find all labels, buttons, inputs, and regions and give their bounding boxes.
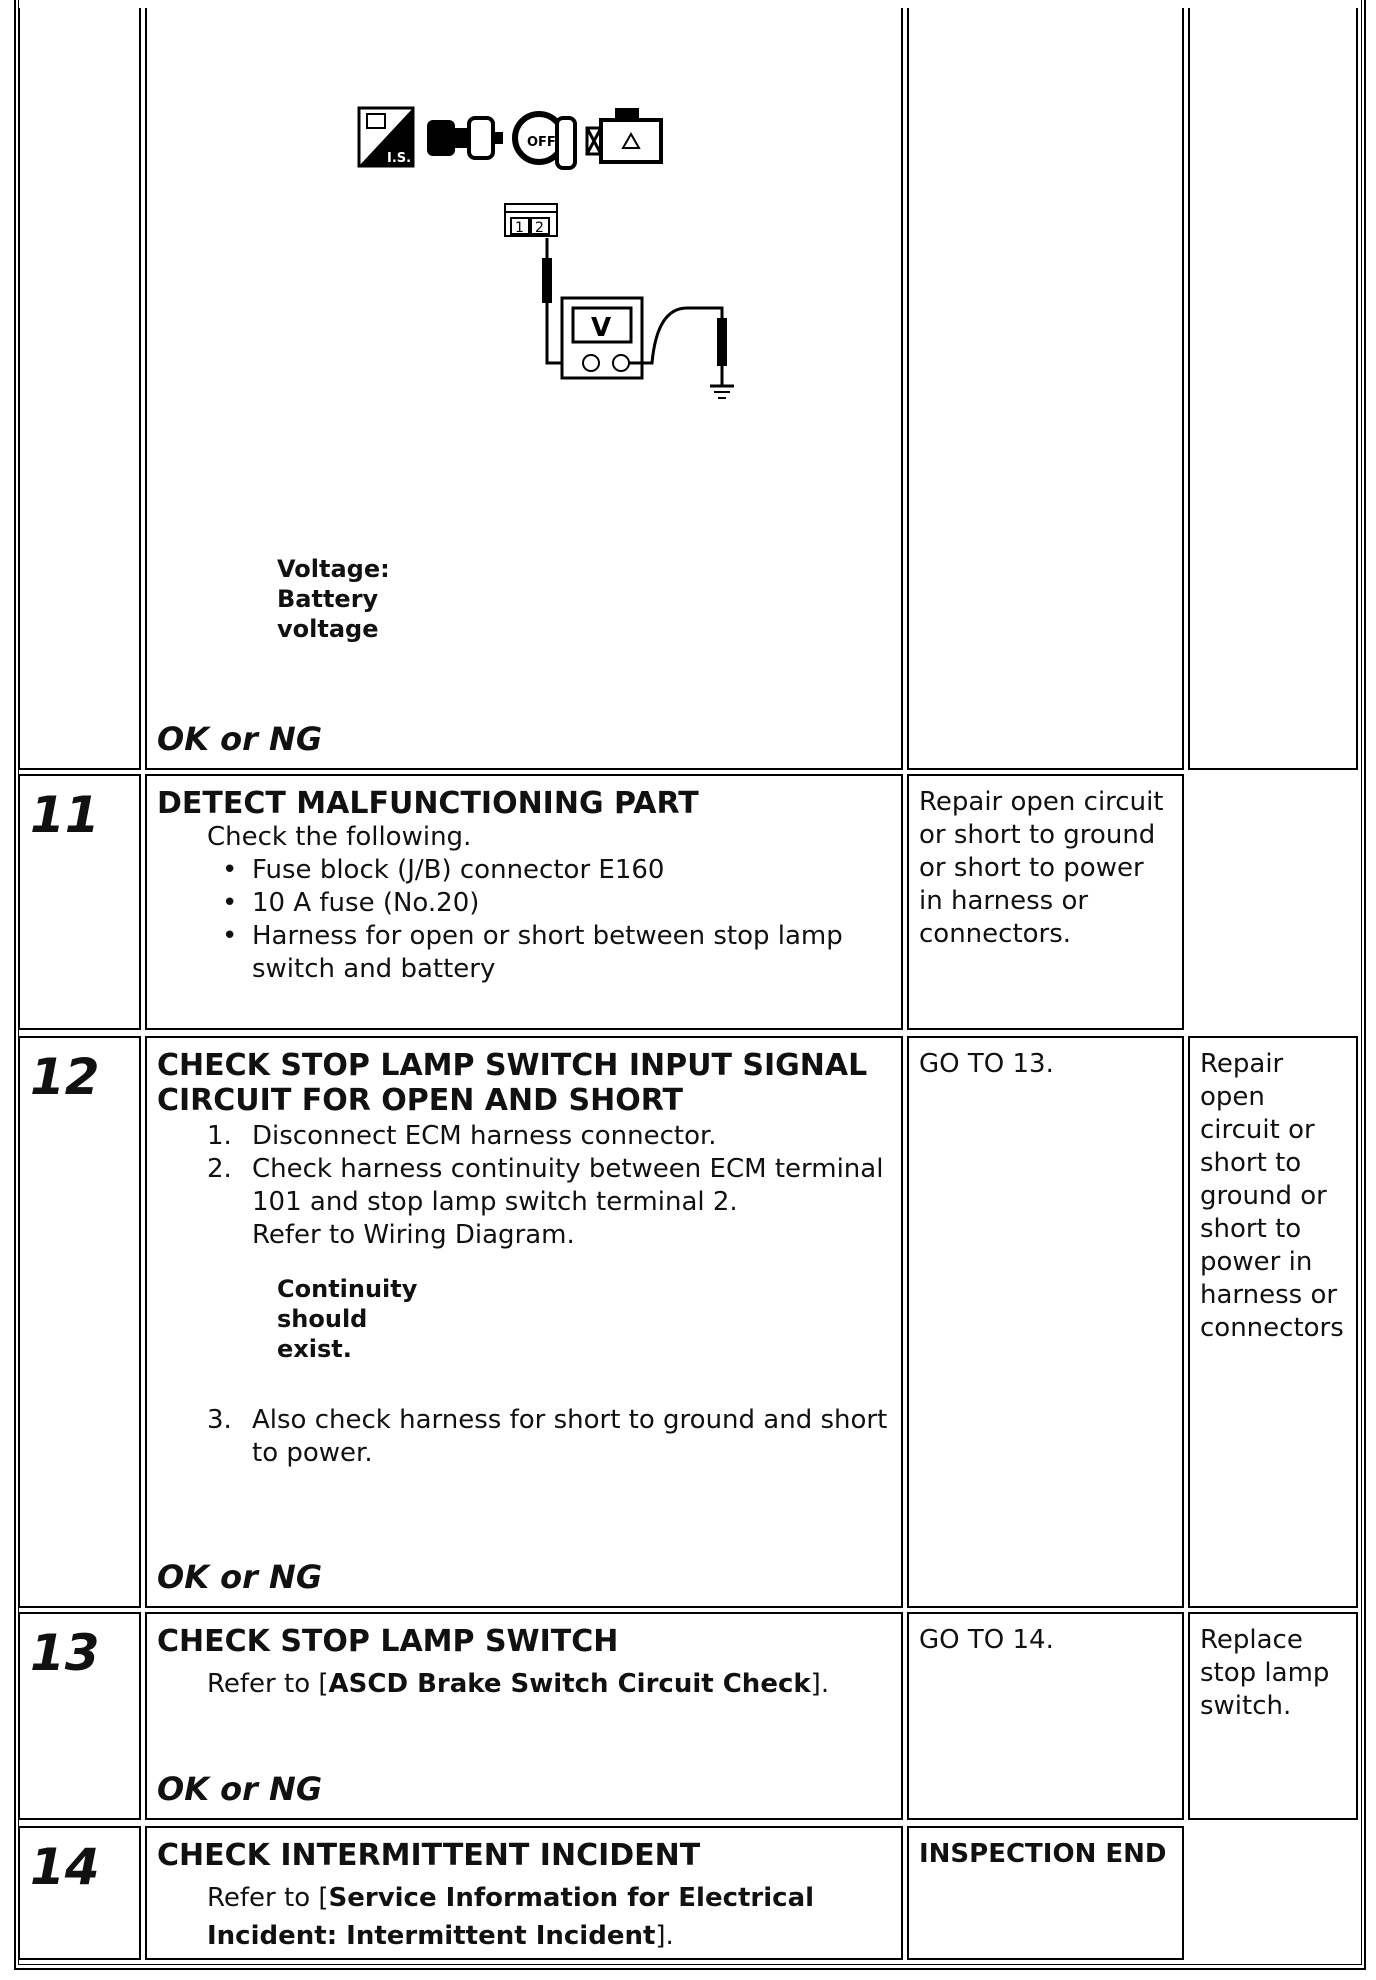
list-item bbox=[207, 1404, 891, 1470]
step-ok-action: INSPECTION END bbox=[919, 1839, 1167, 1869]
item-number: 3. bbox=[207, 1405, 232, 1435]
meter-label: V bbox=[591, 313, 612, 343]
spec-line: should bbox=[277, 1305, 368, 1333]
refer-prefix: Refer to [ bbox=[207, 1669, 329, 1699]
refer-text: Refer to Wiring Diagram. bbox=[252, 1220, 575, 1250]
svg-text:OFF: OFF bbox=[527, 135, 556, 150]
step-ok-action: Repair open circuit or short to ground or short to power in harness or connectors. bbox=[919, 787, 1164, 949]
key-off-icon bbox=[515, 114, 575, 168]
step-title: CHECK STOP LAMP SWITCH INPUT SIGNAL CIRCUIT FOR OPEN AND SHORT bbox=[157, 1048, 868, 1118]
step-ng-action bbox=[1190, 776, 1356, 796]
step13-main-cell bbox=[145, 1612, 903, 1820]
item-number: 1. bbox=[207, 1121, 232, 1151]
step13-ng-cell bbox=[1188, 1612, 1358, 1820]
step13-ok-ng: OK or NG bbox=[157, 1770, 323, 1808]
step-title: CHECK INTERMITTENT INCIDENT bbox=[157, 1838, 701, 1873]
spec-line: Voltage: bbox=[277, 555, 390, 583]
step13-ok-cell bbox=[907, 1612, 1184, 1820]
voltmeter-diagram bbox=[542, 238, 734, 398]
engine-icon bbox=[587, 108, 661, 162]
step-title: CHECK STOP LAMP SWITCH bbox=[157, 1624, 619, 1659]
item-number: 2. bbox=[207, 1154, 232, 1184]
step10-spec bbox=[147, 554, 390, 644]
step11-main-cell bbox=[145, 774, 903, 1030]
refer-link[interactable]: Service Information for Electrical Incident: Intermittent Incident bbox=[207, 1883, 815, 1951]
step-number: 12 bbox=[30, 1048, 100, 1106]
step12-ok-ng: OK or NG bbox=[157, 1558, 323, 1596]
connector-icon bbox=[427, 118, 503, 158]
step-title: DETECT MALFUNCTIONING PART bbox=[157, 786, 699, 821]
step12-ok-cell bbox=[907, 1036, 1184, 1608]
refer-text bbox=[157, 1665, 891, 1703]
step12-spec bbox=[157, 1274, 891, 1364]
step13-number-cell bbox=[18, 1612, 141, 1820]
step12-ng-cell bbox=[1188, 1036, 1358, 1608]
step10-main-cell bbox=[145, 8, 903, 770]
step11-number-cell bbox=[18, 774, 141, 1030]
step-number: 13 bbox=[30, 1624, 100, 1682]
refer-prefix: Refer to [ bbox=[207, 1883, 329, 1913]
refer-link[interactable]: ASCD Brake Switch Circuit Check bbox=[328, 1669, 811, 1699]
step12-number-cell bbox=[18, 1036, 141, 1608]
spec-line: exist. bbox=[277, 1335, 352, 1363]
step-number: 11 bbox=[30, 786, 100, 844]
step-ok-action: GO TO 13. bbox=[919, 1049, 1054, 1079]
spec-line: Continuity bbox=[277, 1275, 418, 1303]
step-ng-action: Repair open circuit or short to ground or short to power in harness or connectors bbox=[1200, 1049, 1344, 1343]
step14-ok-cell bbox=[907, 1826, 1184, 1960]
step-number: 14 bbox=[30, 1838, 100, 1896]
list-item: • Harness for open or short between stop lamp switch and battery bbox=[207, 920, 891, 986]
step14-number-cell bbox=[18, 1826, 141, 1960]
step-intro: Check the following. bbox=[207, 822, 472, 852]
connector-diagram bbox=[505, 204, 557, 236]
ignition-switch-icon bbox=[359, 108, 413, 166]
pin-2-label: 2 bbox=[535, 220, 544, 236]
refer-suffix: ]. bbox=[655, 1921, 674, 1951]
list-item bbox=[207, 1153, 891, 1219]
list-item: • Fuse block (J/B) connector E160 bbox=[207, 854, 891, 887]
list-item: • 10 A fuse (No.20) bbox=[207, 887, 891, 920]
step10-ok-ng: OK or NG bbox=[157, 720, 323, 758]
spec-line: Battery bbox=[277, 585, 379, 613]
refer-suffix: ]. bbox=[810, 1669, 830, 1699]
pin-1-label: 1 bbox=[515, 220, 524, 236]
item-text: Disconnect ECM harness connector. bbox=[252, 1121, 717, 1151]
step-ok-action: GO TO 14. bbox=[919, 1625, 1054, 1655]
step10-ng-cell bbox=[1188, 8, 1358, 770]
step14-main-cell bbox=[145, 1826, 903, 1960]
step10-number-cell bbox=[18, 8, 141, 770]
step-ng-action bbox=[1190, 1828, 1356, 1848]
step10-ok-cell bbox=[907, 8, 1184, 770]
item-text: Check harness continuity between ECM terminal 101 and stop lamp switch terminal 2. bbox=[252, 1154, 884, 1217]
step14-ng-cell bbox=[1188, 1826, 1358, 1960]
step11-ng-cell bbox=[1188, 774, 1358, 1030]
spec-line: voltage bbox=[277, 615, 379, 643]
item-text: Also check harness for short to ground and short to power. bbox=[252, 1405, 888, 1468]
svg-text:I.S.: I.S. bbox=[387, 151, 412, 166]
step12-main-cell bbox=[145, 1036, 903, 1608]
step-ng-action: Replace stop lamp switch. bbox=[1200, 1625, 1330, 1721]
step10-figure bbox=[147, 8, 905, 408]
step11-ok-cell bbox=[907, 774, 1184, 1030]
refer-text bbox=[157, 1879, 891, 1955]
list-item bbox=[207, 1120, 891, 1153]
